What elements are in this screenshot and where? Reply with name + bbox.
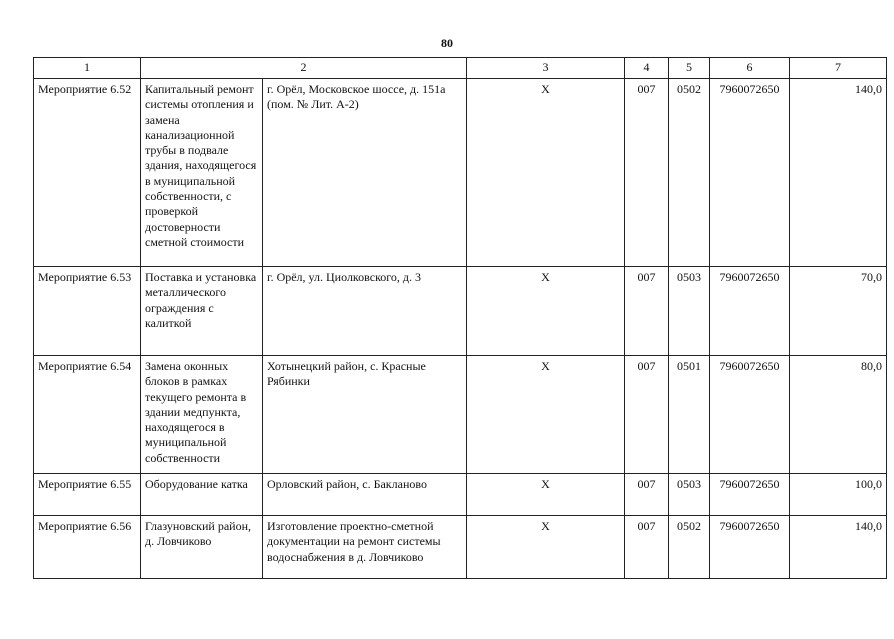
header-cell-2: 2 [141,58,467,79]
col6-cell: 7960072650 [710,474,790,516]
name-cell: Глазуновский район, д. Ловчиково [141,516,263,579]
col6-cell: 7960072650 [710,516,790,579]
col3-cell: Х [467,267,625,356]
table-row [34,79,887,267]
col4-cell: 007 [625,356,669,474]
address-cell: Изготовление проектно-сметной документации на ремонт системы водоснабжения в д. Ловчиково [263,516,467,579]
col4-cell: 007 [625,267,669,356]
col6-cell: 7960072650 [710,267,790,356]
measure-cell: Мероприятие 6.55 [34,474,141,516]
measure-cell: Мероприятие 6.56 [34,516,141,579]
address-cell: г. Орёл, Московское шоссе, д. 151а (пом. № Лит. А-2) [263,79,467,267]
col5-cell: 0502 [669,79,710,267]
col5-cell: 0502 [669,516,710,579]
col4-cell: 007 [625,516,669,579]
col5-cell: 0503 [669,267,710,356]
col7-cell: 140,0 [790,516,887,579]
address-cell: Орловский район, с. Бакланово [263,474,467,516]
col5-cell: 0501 [669,356,710,474]
measure-cell: Мероприятие 6.53 [34,267,141,356]
col7-cell: 140,0 [790,79,887,267]
header-cell-6: 6 [710,58,790,79]
col7-cell: 70,0 [790,267,887,356]
header-cell-5: 5 [669,58,710,79]
name-cell: Капитальный ремонт системы отопления и замена канализационной трубы в подвале здания, находящегося в муниципальной собственности, с проверкой достоверности сметной стоимости [141,79,263,267]
col6-cell: 7960072650 [710,356,790,474]
col7-cell: 80,0 [790,356,887,474]
col6-cell: 7960072650 [710,79,790,267]
table-row [34,474,887,516]
name-cell: Оборудование катка [141,474,263,516]
col3-cell: Х [467,79,625,267]
col7-cell: 100,0 [790,474,887,516]
name-cell: Поставка и установка металлического ограждения с калиткой [141,267,263,356]
col3-cell: Х [467,474,625,516]
table-row [34,356,887,474]
header-cell-4: 4 [625,58,669,79]
name-cell: Замена оконных блоков в рамках текущего ремонта в здании медпункта, находящегося в муниципальной собственности [141,356,263,474]
address-cell: Хотынецкий район, с. Красные Рябинки [263,356,467,474]
budget-measures-table [33,57,887,579]
header-cell-3: 3 [467,58,625,79]
header-cell-1: 1 [34,58,141,79]
page-number: 80 [441,36,453,50]
header-cell-7: 7 [790,58,887,79]
col4-cell: 007 [625,474,669,516]
col3-cell: Х [467,516,625,579]
measure-cell: Мероприятие 6.52 [34,79,141,267]
col5-cell: 0503 [669,474,710,516]
table-row [34,267,887,356]
header-row [34,58,887,79]
col4-cell: 007 [625,79,669,267]
measure-cell: Мероприятие 6.54 [34,356,141,474]
table-row [34,516,887,579]
col3-cell: Х [467,356,625,474]
address-cell: г. Орёл, ул. Циолковского, д. 3 [263,267,467,356]
